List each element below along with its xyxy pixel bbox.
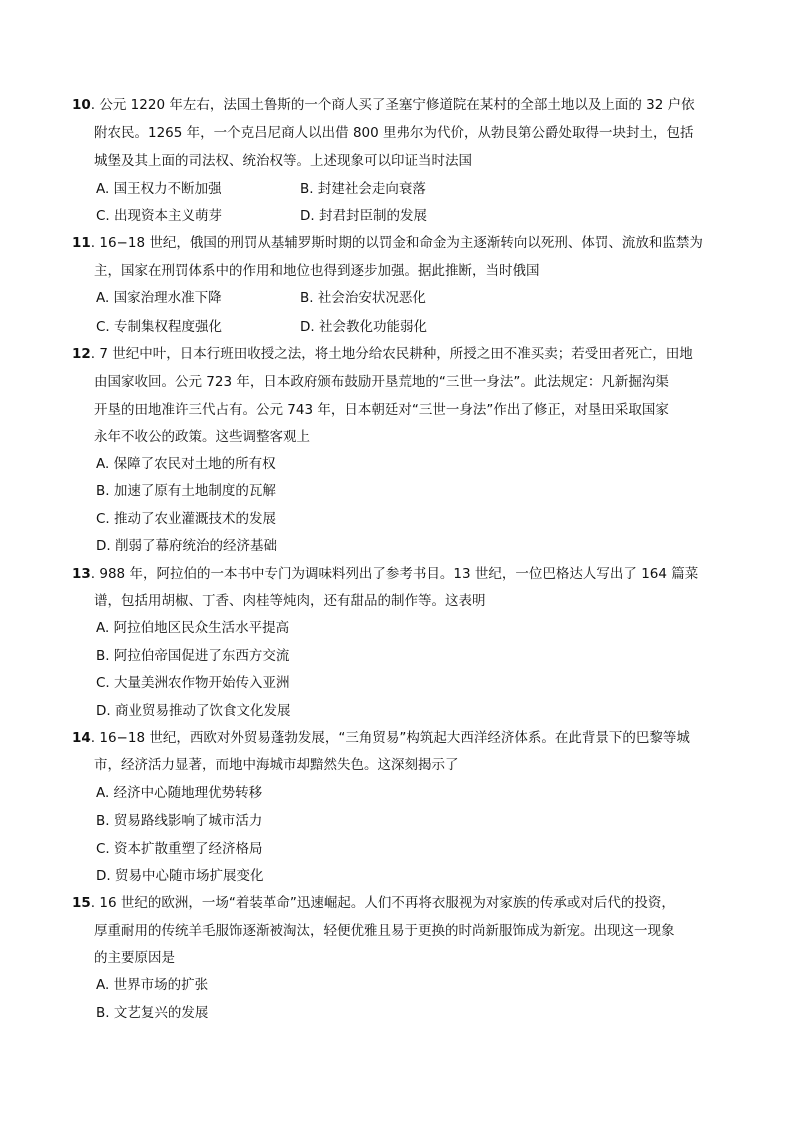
question-number: 10 — [72, 97, 91, 113]
question-15-line-3: 的主要原因是 — [94, 950, 175, 966]
question-13-option-b: B. 阿拉伯帝国促进了东西方交流 — [96, 648, 290, 664]
question-10-line-3: 城堡及其上面的司法权、统治权等。上述现象可以印证当时法国 — [94, 153, 472, 169]
question-14-option-d: D. 贸易中心随市场扩展变化 — [96, 868, 264, 884]
question-12-line-3: 开垦的田地准许三代占有。公元 743 年，日本朝廷对“三世一身法”作出了修正，对垦田采取国家 — [94, 402, 669, 418]
question-15-option-b: B. 文艺复兴的发展 — [96, 1005, 209, 1021]
question-14-option-a: A. 经济中心随地理优势转移 — [96, 785, 263, 801]
question-number: 11 — [72, 235, 91, 251]
question-12-option-d: D. 削弱了幕府统治的经济基础 — [96, 538, 277, 554]
question-14-option-c: C. 资本扩散重塑了经济格局 — [96, 841, 263, 857]
question-14-line-2: 市，经济活力显著，而地中海城市却黯然失色。这深刻揭示了 — [94, 757, 459, 773]
question-13-option-d: D. 商业贸易推动了饮食文化发展 — [96, 703, 291, 719]
question-11-option-b: B. 社会治安状况恶化 — [300, 290, 426, 306]
question-11-option-c: C. 专制集权程度强化 — [96, 319, 223, 335]
question-15-option-a: A. 世界市场的扩张 — [96, 977, 209, 993]
question-13-option-a: A. 阿拉伯地区民众生活水平提高 — [96, 620, 290, 636]
question-11-line-1: 11. 16−18 世纪，俄国的刑罚从基辅罗斯时期的以罚金和命金为主逐渐转向以死刑、体罚、流放和监禁为 — [72, 235, 703, 251]
question-10-option-d: D. 封君封臣制的发展 — [300, 208, 427, 224]
question-10-line-1: 10. 公元 1220 年左右，法国土鲁斯的一个商人买了圣塞宁修道院在某村的全部土地以及上面的 32 户依 — [72, 97, 695, 113]
question-12-line-4: 永年不收公的政策。这些调整客观上 — [94, 429, 310, 445]
question-13-line-1: 13. 988 年，阿拉伯的一本书中专门为调味料列出了参考书目。13 世纪，一位巴格达人写出了 164 篇菜 — [72, 566, 699, 582]
question-10-line-2: 附农民。1265 年，一个克吕尼商人以出借 800 里弗尔为代价，从勃艮第公爵处取得一块封土，包括 — [94, 125, 694, 141]
question-12-line-1: 12. 7 世纪中叶，日本行班田收授之法，将土地分给农民耕种，所授之田不准买卖；若受田者死亡，田地 — [72, 346, 693, 362]
question-number: 12 — [72, 346, 91, 362]
question-12-option-c: C. 推动了农业灌溉技术的发展 — [96, 511, 277, 527]
question-10-option-b: B. 封建社会走向衰落 — [300, 181, 426, 197]
question-number: 15 — [72, 895, 91, 911]
question-11-option-d: D. 社会教化功能弱化 — [300, 319, 427, 335]
question-number: 13 — [72, 566, 91, 582]
question-13-option-c: C. 大量美洲农作物开始传入亚洲 — [96, 675, 290, 691]
question-10-option-a: A. 国王权力不断加强 — [96, 181, 222, 197]
question-14-option-b: B. 贸易路线影响了城市活力 — [96, 813, 263, 829]
question-11-line-2: 主，国家在刑罚体系中的作用和地位也得到逐步加强。据此推断，当时俄国 — [94, 263, 540, 279]
question-15-line-2: 厚重耐用的传统羊毛服饰逐渐被淘汰，轻便优雅且易于更换的时尚新服饰成为新宠。出现这一现象 — [94, 923, 675, 939]
question-number: 14 — [72, 730, 91, 746]
question-12-option-a: A. 保障了农民对土地的所有权 — [96, 456, 276, 472]
question-14-line-1: 14. 16−18 世纪，西欧对外贸易蓬勃发展，“三角贸易”构筑起大西洋经济体系。在此背景下的巴黎等城 — [72, 730, 690, 746]
question-12-line-2: 由国家收回。公元 723 年，日本政府颁布鼓励开垦荒地的“三世一身法”。此法规定：凡新掘沟渠 — [94, 374, 669, 390]
question-15-line-1: 15. 16 世纪的欧洲，一场“着装革命”迅速崛起。人们不再将衣服视为对家族的传承或对后代的投资， — [72, 895, 675, 911]
question-12-option-b: B. 加速了原有土地制度的瓦解 — [96, 483, 276, 499]
question-11-option-a: A. 国家治理水准下降 — [96, 290, 222, 306]
question-13-line-2: 谱，包括用胡椒、丁香、肉桂等炖肉，还有甜品的制作等。这表明 — [94, 593, 486, 609]
question-10-option-c: C. 出现资本主义萌芽 — [96, 208, 223, 224]
